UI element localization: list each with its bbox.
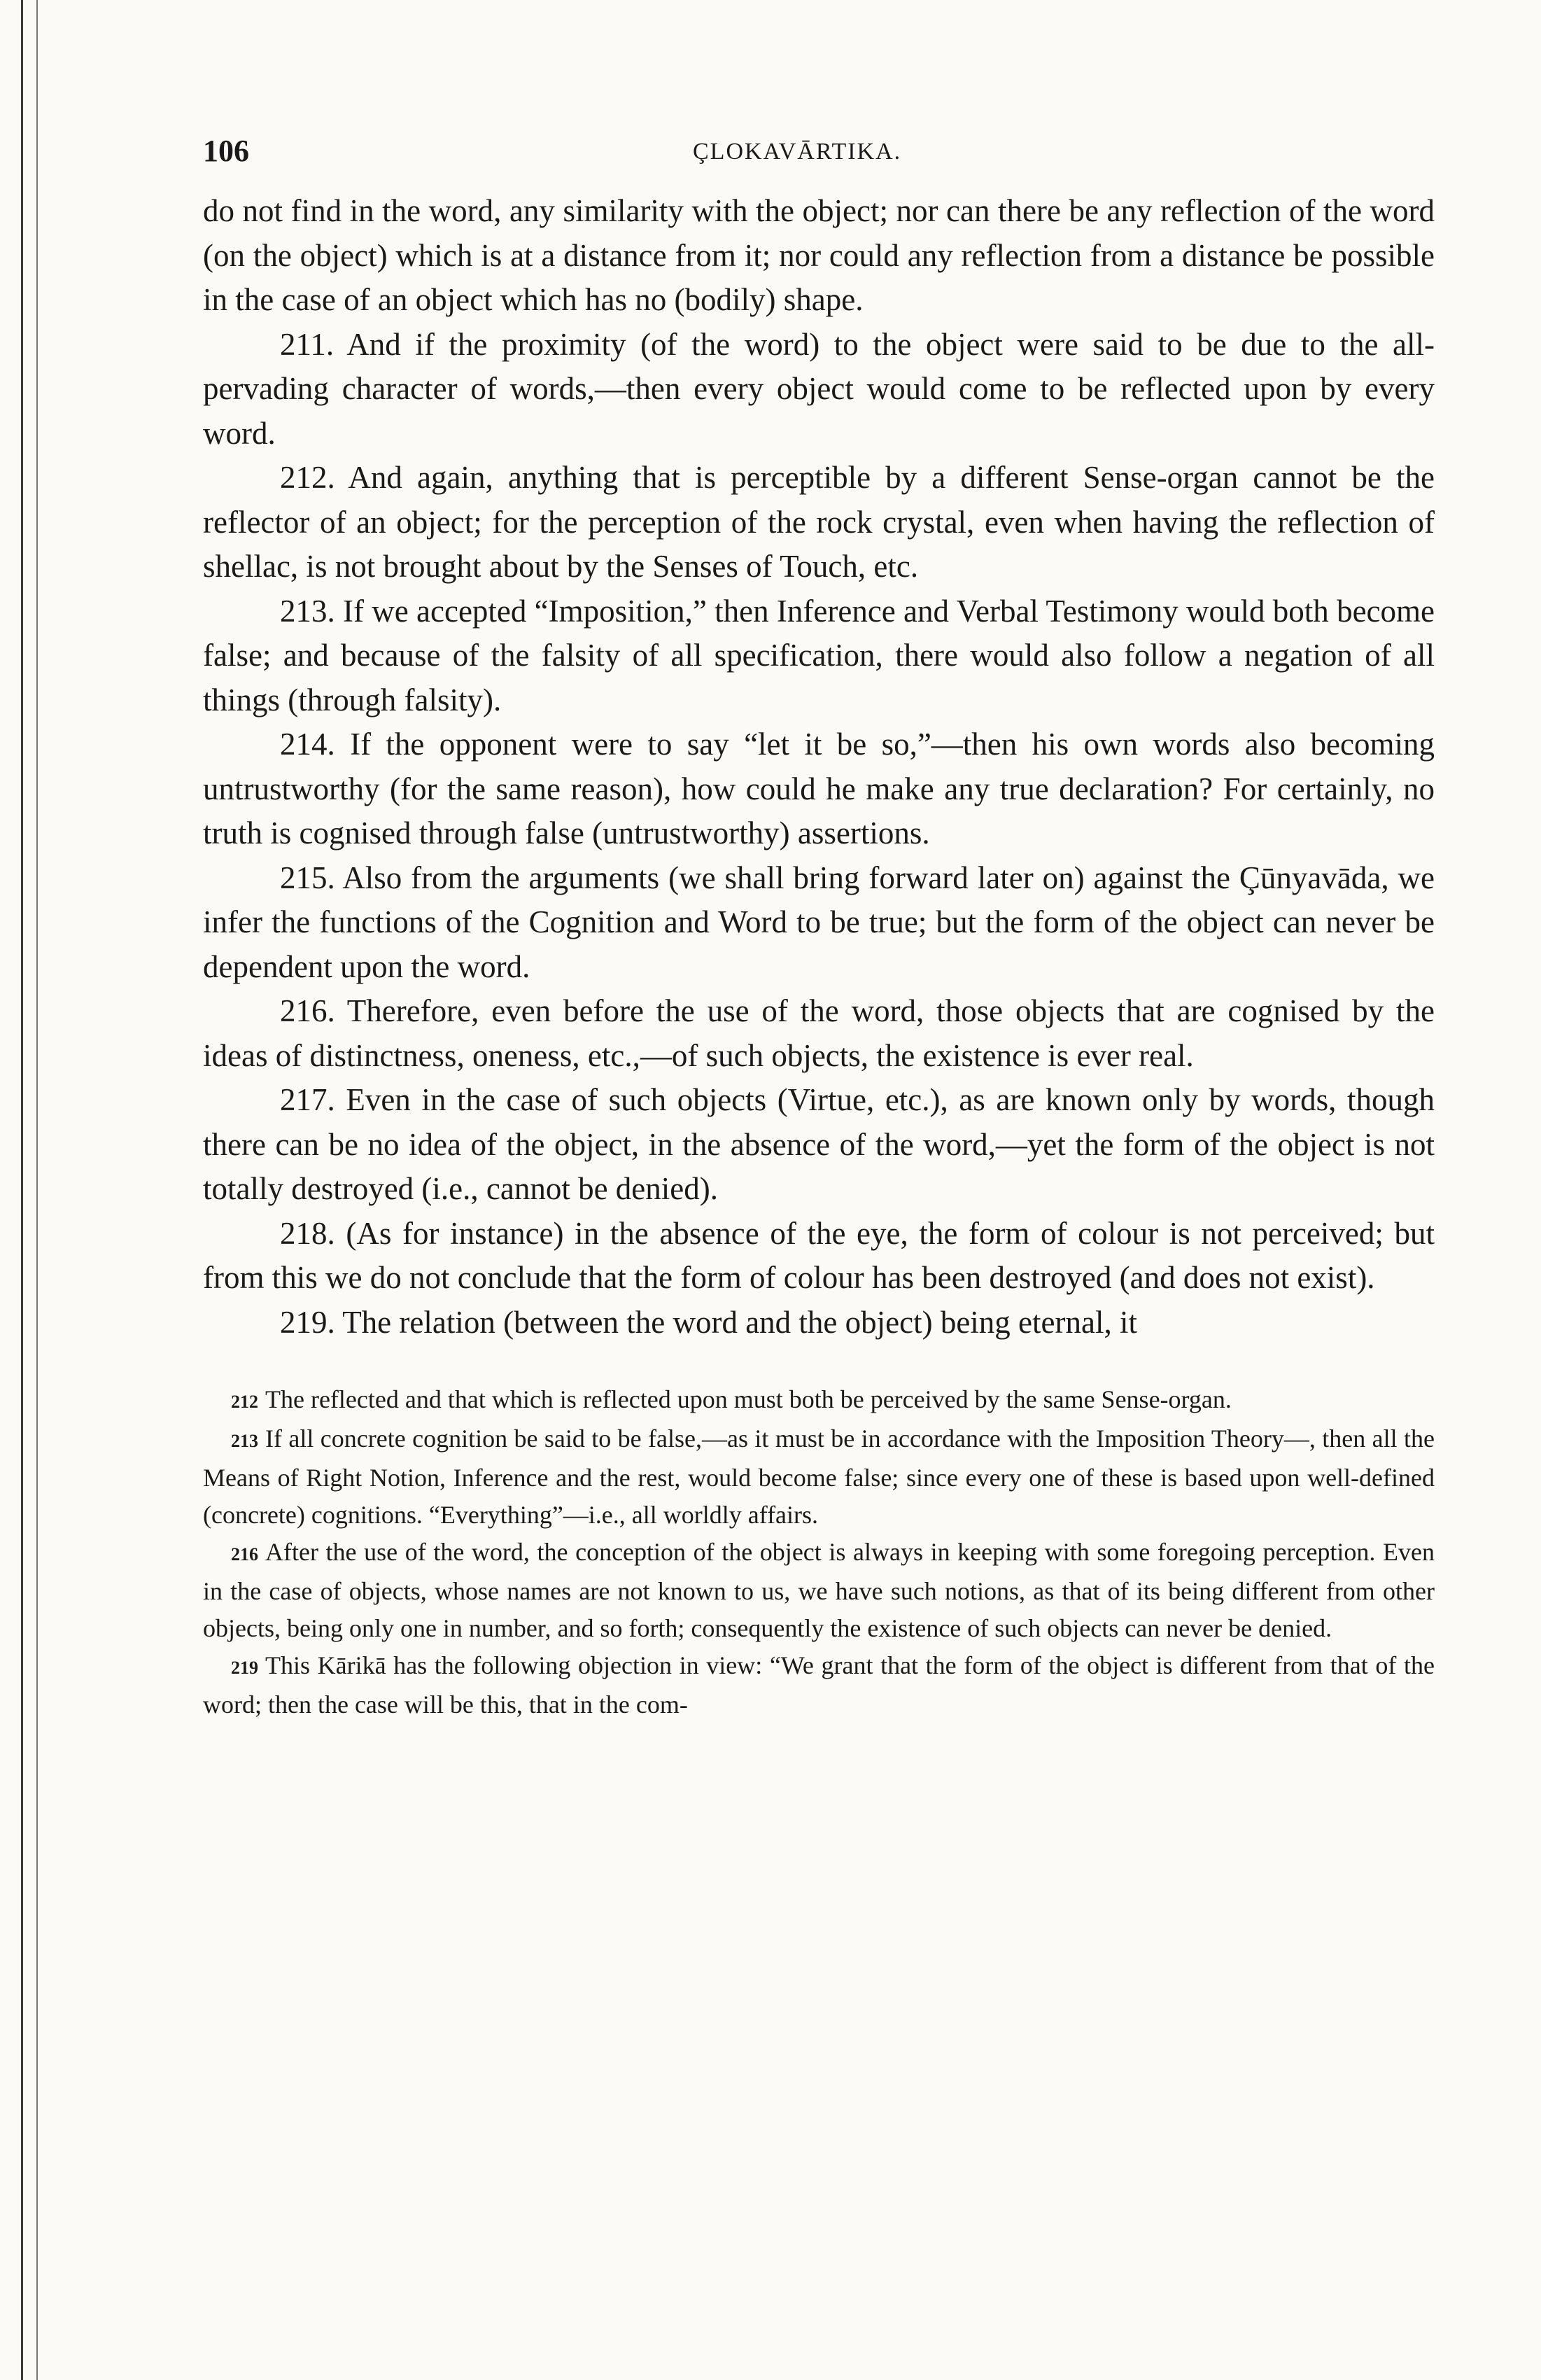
paragraph-text: Also from the arguments (we shall bring forward later on) against the Çūnyavāda, we infer the functions of the Cognition and Word to be true; but the form of the object can never be dependent upon the word. (203, 860, 1435, 984)
page-edge-line (36, 0, 38, 2380)
verse-number: 213. (280, 593, 335, 629)
paragraph-text: Even in the case of such objects (Virtue, etc.), as are known only by words, though there can be no idea of the object, in the absence of the word,—yet the form of the object is not totally destroyed (i.e., cannot be denied). (203, 1082, 1435, 1206)
page-number: 106 (203, 134, 249, 168)
verse-number: 219. (280, 1304, 335, 1340)
footnote-text: If all concrete cognition be said to be false,—as it must be in accordance with the Imposition Theory—, then all the Means of Right Notion, Inference and the rest, would become false; since every one of these is based upon well-defined (concrete) cognitions. “Everything”—i.e., all worldly affairs. (203, 1424, 1435, 1529)
footnote-number: 212 (231, 1392, 258, 1412)
paragraph-text: Therefore, even before the use of the word, those objects that are cognised by the ideas of distinctness, oneness, etc.,—of such objects, the existence is ever real. (203, 993, 1435, 1073)
verse-number: 214. (280, 727, 335, 762)
verse-number: 217. (280, 1082, 335, 1117)
footnote (203, 1534, 1435, 1647)
page (203, 133, 1435, 1723)
footnote-number: 219 (231, 1658, 258, 1678)
footnote-text: The reflected and that which is reflected upon must both be perceived by the same Sense-organ. (265, 1385, 1232, 1413)
paragraph-text: (As for instance) in the absence of the eye, the form of colour is not perceived; but from this we do not conclude that the form of colour has been destroyed (and does not exist). (203, 1215, 1435, 1295)
paragraph (203, 456, 1435, 589)
paragraph-text: The relation (between the word and the object) being eternal, it (342, 1304, 1137, 1340)
footnote-number: 213 (231, 1431, 258, 1451)
paragraph (203, 722, 1435, 856)
paragraph (203, 189, 1435, 323)
paragraph-text: do not find in the word, any similarity with the object; nor can there be any reflection of the word (on the object) which is at a distance from it; nor could any reflection from a distance be possible in the case of an object which has no (bodily) shape. (203, 193, 1435, 317)
footnote (203, 1647, 1435, 1723)
verse-number: 218. (280, 1215, 335, 1251)
footnote-text: This Kārikā has the following objection in view: “We grant that the form of the object is different from that of the word; then the case will be this, that in the com- (203, 1651, 1435, 1718)
footnote-text: After the use of the word, the conception of the object is always in keeping with some foregoing perception. Even in the case of objects, whose names are not known to us, we have such notions, as that of its being different from other objects, being only one in number, and so forth; consequently the existence of such objects can never be denied. (203, 1538, 1435, 1642)
page-edge-line (21, 0, 23, 2380)
main-text (203, 189, 1435, 1345)
paragraph (203, 856, 1435, 990)
paragraph-text: If the opponent were to say “let it be so,”—then his own words also becoming untrustworthy (for the same reason), how could he make any true declaration? For certainly, no truth is cognised through false (untrustworthy) assertions. (203, 727, 1435, 850)
paragraph (203, 1212, 1435, 1301)
paragraph (203, 589, 1435, 723)
footnote (203, 1420, 1435, 1534)
verse-number: 212. (280, 460, 335, 495)
paragraph-text: And again, anything that is perceptible by a different Sense-organ cannot be the reflector of an object; for the perception of the rock crystal, even when having the reflection of shellac, is not brought about by the Senses of Touch, etc. (203, 460, 1435, 584)
footnote-number: 216 (231, 1544, 258, 1564)
running-title: ÇLOKAVĀRTIKA. (693, 139, 902, 164)
verse-number: 211. (280, 326, 335, 362)
page-header (203, 133, 1435, 182)
footnote (203, 1381, 1435, 1420)
paragraph-text: If we accepted “Imposition,” then Inference and Verbal Testimony would both become false; and because of the falsity of all specification, there would also follow a negation of all things (through falsity). (203, 593, 1435, 718)
verse-number: 216. (280, 993, 335, 1028)
paragraph (203, 989, 1435, 1078)
paragraph (203, 1301, 1435, 1345)
verse-number: 215. (280, 860, 335, 895)
paragraph (203, 323, 1435, 456)
footnotes (203, 1381, 1435, 1723)
paragraph-text: And if the proximity (of the word) to the object were said to be due to the all-pervading character of words,—then every object would come to be reflected upon by every word. (203, 326, 1435, 451)
paragraph (203, 1078, 1435, 1212)
